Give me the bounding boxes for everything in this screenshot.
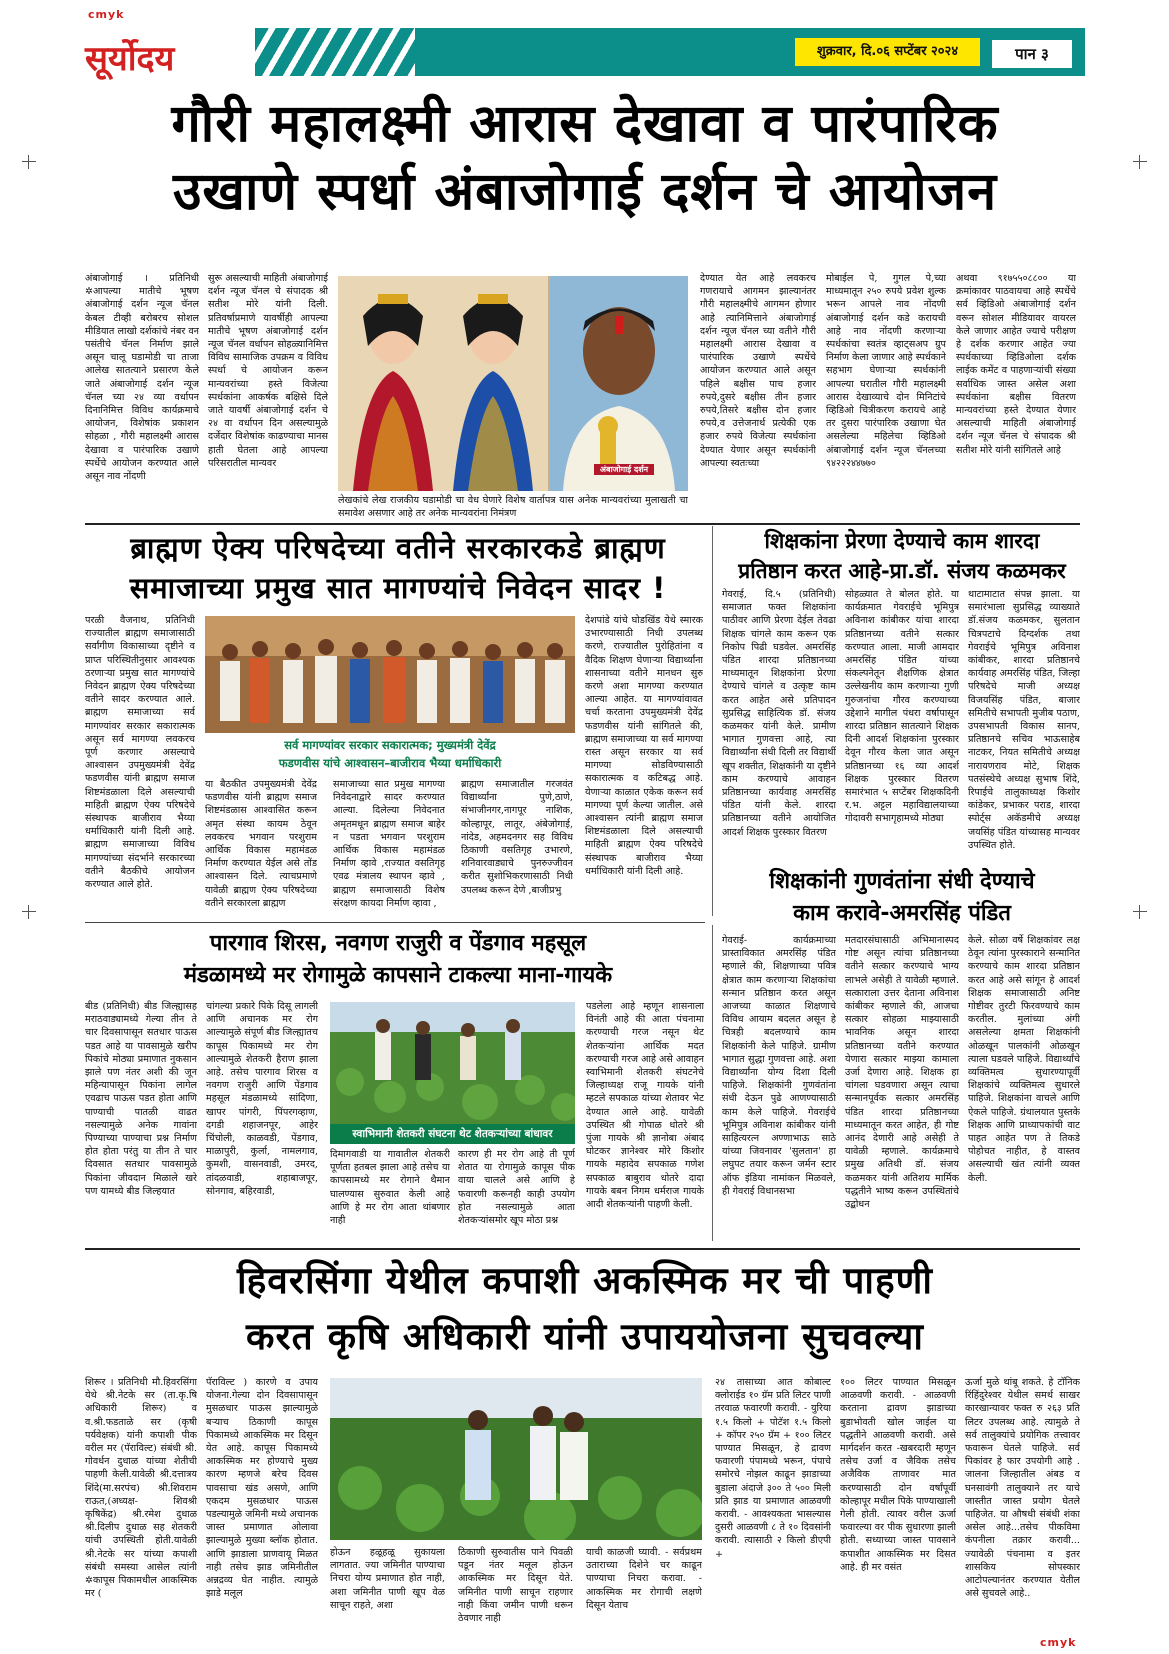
article5-column: चांगल्या प्रकारे पिके दिसू लागली आणि अचानक मर रोग आल्यामुळे संपूर्ण बीड जिल्ह्यातच कापूस पिकामध्ये मर रोग आल्यामुळे शेतकरी हैराण झाला आहे. तसेच पारगाव शिरस व नवगण राजुरी आणि पेंडगाव महसूल मंडळामध्ये सांदिणा, खापर पांगरी, पिंपरगव्हाण, दगडी शहाजनपूर, आहेर चिंचोली, काळवडी, पेंडगाव, माळापुरी, कुर्ला, नामलगाव, कुमशी, वासनवाडी, उमरद, तांदळवाडी, शहाबाजपूर, सोनगाव, बहिरवाडी, [206, 1001, 318, 1197]
article6-column: १०० लिटर पाण्यात मिसळून आळवणी करावी. - आळवणी करताना द्रावण झाडाच्या बुडाभोवती खोल जाईल या पद्धतीने आळवणी करावी. असे मार्गदर्शन करत -खबरदारी म्हणून तसेच उर्जा व जैविक तसेच अजैविक ताणावर मात करण्यासाठी दोन वर्षांपूर्वी कोल्हापूर मधील पिके पाण्याखाली गेली होती. त्यावर वरील ऊर्जा फवारल्या वर पीक सुधारणा झाली होती. सध्याच्या जास्त पावसाने कपाशीत आकस्मिक मर दिसत आहे. ही मर वसंत [840, 1377, 956, 1573]
section-divider [85, 1248, 1080, 1250]
article6-column: शिरूर । प्रतिनिधी मौ.हिवरसिंगा येथे श्री.नेटके सर (ता.कृ.षि अधिकारी शिरूर) व व.श्री.फडताळे सर (कृषी पर्यवेक्षक) यांनी कपाशी पीक वरील मर (पॅराविल्ट) संबंधी श्री. गोवर्धन दुधाळ यांच्या शेतीची पाहणी केली.यावेळी श्री.दत्तात्रय शिंदे(मा.सरपंच) श्री.शिवराम राऊत,(अध्यक्ष- शिवश्री कृषिकेंद्र) श्री.रमेश दुधाळ श्री.दिलीप दुधाळ सह शेतकरी यांची उपस्थिती होती.यावेळी श्री.नेटके सर यांच्या कपाशी संबंधी समस्या आसेल त्यांनी ✲कापूस पिकामधील आकस्मिक मर ( [85, 1377, 197, 1600]
crop-mark [1133, 155, 1147, 169]
article1-column: अंबाजोगाई । प्रतिनिधी ✲आपल्या मातीचे भूषण अंबाजोगाई दर्शन न्यूज चॅनल केबल टीव्ही बरोबरच सोशल मीडियात लाखो दर्शकांचे नंबर वन पसंतीचे चॅनल निर्माण झाले असून चालू घडामोडी चा ताजा आलेख सातत्याने प्रसारण केले जाते अंबाजोगाई दर्शन न्यूज चॅनल च्या २४ व्या वर्धापन दिनानिमित्त विविध कार्यक्रमाचे आयोजन, विशेषांक प्रकाशन सोहळा , गौरी महालक्ष्मी आरास देखावा व पारंपारिक उखाणे स्पर्धेचे आयोजन करण्यात आले असून नाव नोंदणी [85, 273, 199, 483]
print-mark-top: cmyk [88, 8, 125, 21]
section-divider [85, 523, 1080, 525]
article5-photo-caption: स्वाभिमानी शेतकरी संघटना थेट शेतकऱ्यांच्या बांधावर [330, 1124, 575, 1144]
article6-headline-line2: करत कृषि अधिकारी यांनी उपाययोजना सुचवल्या [246, 1315, 924, 1358]
article2-column: समाजाच्या सात प्रमुख मागण्या निवेदनाद्वारे सादर करण्यात आल्या. दिलेल्या निवेदनात अमृतमधून ब्राह्मण समाज बाहेर न पडता भगवान परशुराम आर्थिक विकास महामंडळ निर्माण व्हावे ,राज्यात वसतिगृह एवढ मंत्रालय स्थापन व्हावे , ब्राह्मण समाजासाठी विशेष संरक्षण कायदा निर्माण व्हावा , [333, 779, 445, 909]
crop-mark [1133, 905, 1147, 919]
newspaper-logo: सूर्योदय [85, 39, 175, 79]
article1-under-photo-text: लेखकांचे लेख राजकीय घडामोडी चा वेध घेणारे विशेष वार्तापत्र यास अनेक मान्यवरांच्या मुलाखती चा समावेश असणार आहे तर अनेक मान्यवरांना निमंत्रण [338, 495, 688, 520]
article2-column: ब्राह्मण समाजातील गरजवंत विद्यार्थ्यांना पुणे,ठाणे, संभाजीनगर,नागपूर नाशिक, कोल्हापूर, लातूर, अंबेजोगाई, नांदेड, अहमदनगर सह विविध ठिकाणी वसतिगृह उभारणे, शनिवारवाड्याचे पुनरुज्जीवन करीत सुशोभिकरणासाठी निधी उपलब्ध करून देणे ,बाजीप्रभु [461, 779, 573, 896]
article4-column: केले. सोळा वर्षे शिक्षकांवर लक्ष ठेवून त्यांना पुरस्काराने सन्मानित करण्याचे काम शारदा प्रतिष्ठान करत आहे असे सांगून हे आदर्श शिक्षक समाजासाठी अनिष्ट गोष्टीवर तुरटी फिरवण्याचे काम करतील. मुलांच्या अंगी असलेल्या क्षमता शिक्षकांनी ओळखून पालकांनी ओळखून त्याला घडवले पाहिजे. विद्यार्थ्यांचे व्यक्तिमत्व सुधारण्यापूर्वी शिक्षकांचे व्यक्तिमत्व सुधारले पाहिजे. शिक्षकांना वाचले आणि ऐकले पाहिजे. ग्रंथालयात पुस्तके शिक्षक आणि प्राध्यापकांची वाट पाहत आहेत पण ते तिकडे पोहोचत नाहीत, हे वास्तव असल्याची खंत त्यांनी व्यक्त केली. [968, 935, 1080, 1184]
column-rule [712, 925, 713, 1241]
article4-headline-line2: काम करावे-अमरसिंह पंडित [793, 901, 1011, 926]
article6-column: २४ तासाच्या आत कोबाल्ट क्लोराईड १० ग्रॅम प्रति लिटर पाणी तरवाळ फवारणी करावी. - युरिया १.५ किलो + पोटॅश १.५ किलो + कॉपर २५० ग्रॅम + १०० लिटर पाण्यात मिसळून, हे द्रावण फवारणी पंपामध्ये भरून, पंपाचे समोरचे नोझल काढून झाडाच्या बुडाला अंदाजे ३०० ते ५०० मिली प्रति झाड या प्रमाणात आळवणी करावी. - आवश्यकता भासल्यास दुसरी आळवणी ८ ते १० दिवसांनी करावी. त्यासाठी २ किलो डीएपी + [715, 1377, 831, 1560]
article3-headline-line2: प्रतिष्ठान करत आहे-प्रा.डॉ. संजय कळमकर [738, 559, 1066, 583]
page-number: पान ३ [990, 38, 1074, 70]
article2-headline-line2: समाजाच्या प्रमुख सात मागण्यांचे निवेदन सादर ! [129, 571, 667, 605]
article2-column: या बैठकीत उपमुख्यमंत्री देवेंद्र फडणवीस यांनी ब्राह्मण समाज शिष्टमंडळास आश्वासित करून अमृत संस्था कायम ठेवून लवकरच भगवान परशुराम आर्थिक विकास महामंडळ निर्माण करण्यात येईल असे तोंड आश्वासन दिले. त्याचप्रमाणे यावेळी ब्राह्मण ऐक्य परिषदेच्या वतीने सरकारला ब्राह्मण [205, 779, 317, 909]
article6-column: याची काळजी घ्यावी. - सर्वप्रथम उताराच्या दिशेने चर काढून पाण्याचा निचरा करावा. - आकस्मिक मर रोगाची लक्षणे दिसून येताच [586, 1547, 702, 1611]
article6-column: ऊर्जा मुळे थांबू शकते. हे टॉनिक रिंहिंदुरेश्वर येथील समर्थ साखर कारखान्यावर फक्त रु २६३ प्रति लिटर उपलब्ध आहे. त्यामुळे ते सर्व तालुक्यांचे प्रयोगिक तत्त्वावर फवारून घेतले पाहिजे. सर्व पिकांवर हे फार उपयोगी आहे . जालना जिल्हातील अंबड व घनसावंगी तालुक्याने तर याचे जास्तीत जास्त प्रयोग घेतले पाहिजेत. या औषधी संबंधी शंका असेल आहे...तसेच पीकविमा कंपनीला तक्रार करावी... ज्यावेळी पंचनामा व इतर शासकिय सोपस्कार आटोपल्यानंतर करण्यात येतील असे सुचवले आहे.. [965, 1377, 1080, 1600]
goddess-idols-photo [338, 276, 688, 491]
article3-column: गेवराई, दि.५ (प्रतिनिधी) समाजात फक्त शिक्षकांना पाठीवर आणि प्रेरणा देईल तेवढा शिक्षक चांगले काम करून एक निकोप पिढी घडवेल. अमरसिंह पंडित शारदा प्रतिष्ठानच्या माध्यमातून शिक्षकांना प्रेरणा देण्याचे चांगले व उत्कृष्ट काम करत आहेत असे प्रतिपादन सुप्रसिद्ध साहित्यिक डॉ. संजय कळमकर यांनी केले. प्रामीण भागात गुणवत्ता आहे, त्या विद्यार्थ्यांना संधी दिली तर विद्यार्थी खूप शक्तीत, शिक्षकांनी या दृष्टीने काम करण्याचे आवाहन प्रतिष्ठानच्या कार्यवाह अमरसिंह पंडित यांनी केले. शारदा प्रतिष्ठानच्या वतीने आयोजित आदर्श शिक्षक पुरस्कार वितरण [722, 589, 836, 838]
article4-column: गेवराई- कार्यक्रमाच्या प्रास्ताविकात अमरसिंह पंडित म्हणाले की, शिक्षणाच्या पवित्र क्षेत्रात काम करणाऱ्या शिक्षकांचा सन्मान प्रतिष्ठान करत असून आजच्या काळात शिक्षणाचे विविध आयाम बदलत असून हे चित्रही बदलण्याचे काम शिक्षकांनी केले पाहिजे. ग्रामीण भागात सुद्धा गुणवत्ता आहे. अशा विद्यार्थ्यांना योग्य दिशा दिली पाहिजे. शिक्षकांनी गुणवंतांना संधी देऊन पुढे आणण्यासाठी काम केले पाहिजे. गेवराईचे भूमिपुत्र अविनाश कांबीकर यांनी साहित्यरत्न अण्णाभाऊ साठे यांच्या जिवनावर 'सुलतान' हा लघुपट तयार करून जर्मन स्टार ऑफ इंडिया नामांकन मिळवले, ही गेवराई विधानसभा [722, 935, 836, 1197]
channel-mic-badge: अंबाजोगाई दर्शन [594, 464, 654, 475]
article1-headline-line1: गौरी महालक्ष्मी आरास देखावा व पारंपारिक [171, 94, 999, 154]
article3-column: सोहळ्यात ते बोलत होते. या कार्यक्रमात गेवराईचे भूमिपुत्र अविनाश कांबीकर यांचा शारदा प्रतिष्ठानच्या वतीने सत्कार करण्यात आला. माजी आमदार अमरसिंह पंडित यांच्या संकल्पनेतून शैक्षणिक क्षेत्रात उल्लेखनीय काम करणाऱ्या गुणी गुरुजनांचा गौरव करण्याच्या उद्देशाने मागील पंधरा वर्षापासून शारदा प्रतिष्ठान सातत्याने शिक्षक दिनी आदर्श शिक्षकांना पुरस्कार देवून गौरव केला जात असून प्रतिष्ठानच्या १६ व्या आदर्श शिक्षक पुरस्कार वितरण समारंभात ५ सप्टेंबर शिक्षकदिनी र.भ. अट्टल महाविद्यालयाच्या गोदावरी सभागृहामध्ये मोठ्या [845, 589, 959, 825]
article5-headline-line2: मंडळामध्ये मर रोगामुळे कापसाने टाकल्या माना-गायके [183, 963, 613, 988]
article5-column: दिमागवाडी या गावातील शेतकरी पूर्णता हतबल झाला आहे तसेच या कापसामध्ये मर रोगाने थैमान घालण्यास सुरुवात केली आहे आणि हे मर रोग आता थांबणार नाही [330, 1149, 450, 1227]
section-divider [85, 922, 705, 923]
article5-column: बीड (प्रतिनिधी) बीड जिल्ह्यासह मराठवाड्यामध्ये गेल्या तीन ते चार दिवसापासून सतधार पाऊस पडत आहे या पावसामुळे खरीप पिकांचे मोठ्या प्रमाणात नुकसान झाले पण नंतर अशी की जून महिन्यापासून पिकांना लागेल एवढाच पाऊस पडत होता आणि पाण्याची पातळी वाढत नसल्यामुळे अनेक गावांना पिण्याच्या पाण्याचा प्रश्न निर्माण होत होता परंतु या तीन ते चार दिवसात सतधार पावसामुळे पिकांना जीवदान मिळाले खरे पण यामध्ये बीड जिल्हयात [85, 1001, 197, 1197]
article1-column: मोबाईल पे, गुगल पे,च्या माध्यमातून २५० रुपये प्रवेश शुल्क भरून आपले नाव नोंदणी अंबाजोगाई दर्शन कडे करायची आहे नाव नोंदणी करणाऱ्या स्पर्धकांचा स्वतंत्र व्हाट्सअप ग्रुप निर्माण केला जाणार आहे स्पर्धकाने सहभाग घेणाऱ्या स्पर्धकांनी आपल्या घरातील गौरी महालक्ष्मी आरास देखाव्याचे दोन मिनिटांचे व्हिडिओ चित्रीकरण करायचे आहे तर दुसरा पारंपारिक उखाणा घेत असलेल्या महिलेचा व्हिडिओ अंबाजोगाई दर्शन न्यूज चॅनलच्या ९४२२२४४७७० [826, 273, 946, 469]
article3-column: थाटामाटात संपन्न झाला. या समारंभाला सुप्रसिद्ध व्याख्याते डॉ.संजय कळमकर, सुलतान चित्रपटाचे दिग्दर्शक तथा गेवराईचे भूमिपुत्र अविनाश कांबीकर, शारदा प्रतिष्ठानचे कार्यवाह अमरसिंह पंडित, जिल्हा परिषदेचे माजी अध्यक्ष विजयसिंह पंडित, बाजार समितीचे सभापती मुजीब पठाण, उपसभापती विकास सानप, प्रतिष्ठानचे सचिव भाऊसाहेब नाटकर, नियत समितीचे अध्यक्ष नारायणराव मोटे, शिक्षक पतसंस्थेचे अध्यक्ष सुभाष शिंदे, रिपाईचे तालुकाध्यक्ष किशोर कांडेकर, प्रभाकर पराड, शारदा स्पोर्ट्स अकॅडमीचे अध्यक्ष जयसिंह पंडित यांच्यासह मान्यवर उपस्थित होते. [968, 589, 1080, 851]
article2-headline-line1: ब्राह्मण ऐक्य परिषदेच्या वतीने सरकारकडे ब्राह्मण [130, 531, 666, 565]
cotton-crop-officials-photo [330, 1378, 702, 1540]
article6-headline-line1: हिवरसिंगा येथील कपाशी अकस्मिक मर ची पाहणी [237, 1259, 933, 1302]
crop-mark [22, 155, 36, 169]
article6-column: पॅराविल्ट ) कारणे व उपाय योजना.गेल्या दोन दिवसापासून मुसळधार पाऊस झाल्यामुळे बऱ्याच ठिकाणी कापूस पिकामध्ये आकस्मिक मर दिसून येत आहे. कापूस पिकामध्ये आकस्मिक मर होण्याचे मुख्य कारण म्हणजे बरेच दिवस पावसाचा खंड असणे, आणि एकदम मुसळधार पाऊस पडल्यामुळे जमिनी मध्ये अचानक जास्त प्रमाणात ओलावा झाल्यामुळे मुख्या ब्लॉक होतात. आणि झाडाला प्राणवायू मिळत नाही तसेच झाड जमिनीतील अन्नद्रव्य घेत नाहीत. त्यामुळे झाडे मलूल [206, 1377, 318, 1600]
article5-column: पडलेला आहे म्हणून शासनाला विनंती आहे की आता पंचनामा करण्याची गरज नसून थेट शेतकऱ्यांना आर्थिक मदत करण्याची गरज आहे असे आवाहन स्वाभिमानी शेतकरी संघटनेचे जिल्हाध्यक्ष राजू गायके यांनी म्हटले सपकाळ यांच्या शेतावर भेट देण्यात आले आहे. यावेळी उपस्थित श्री गोपाळ धोतरे श्री पुंजा गायके श्री ज्ञानोबा अंबाद घोटकर ज्ञानेश्वर मोरे किशोर गायके महादेव सपकाळ गणेश सपकाळ बाबुराव धोतरे दादा गायके बबन निगम धर्मराज गायके आदी शेतकऱ्यांनी पाहणी केली. [586, 1001, 704, 1211]
print-mark-bottom: cmyk [1040, 1636, 1077, 1649]
article5-headline-line1: पारगाव शिरस, नवगण राजुरी व पेंडगाव महसूल [209, 931, 587, 956]
crop-mark [22, 905, 36, 919]
article2-photo-caption-line2: फडणवीस यांचे आश्वासन–बाजीराव भैय्या धर्माधिकारी [278, 756, 502, 770]
column-rule [712, 526, 713, 916]
article5-column: कारण ही मर रोग आहे ती पूर्ण शेतात या रोगामुळे कापूस पीक वाया चालले असे आणि हे फवारणी करूनही काही उपयोग होत नसल्यामुळे आता शेतकऱ्यांसमोर खूप मोठा प्रश्न [458, 1149, 575, 1227]
article4-headline-line1: शिक्षकांनी गुणवंतांना संधी देण्याचे [769, 869, 1035, 894]
delegation-meeting-photo [205, 616, 575, 733]
issue-date: शुक्रवार, दि.०६ सप्टेंबर २०२४ [795, 38, 980, 66]
article1-column: देण्यात येत आहे लवकरच गणरायाचे आगमन झाल्यानंतर गौरी महालक्ष्मीचे आगमन होणार आहे त्यानिमित्ताने अंबाजोगाई दर्शन न्यूज चॅनल च्या वतीने गौरी महालक्ष्मी आरास देखावा व पारंपारिक उखाणे स्पर्धेचे आयोजन करण्यात आले असून पहिले बक्षीस पाच हजार रुपये,दुसरे बक्षीस तीन हजार रुपये,तिसरे बक्षीस दोन हजार रुपये,व उत्तेजनार्थ प्रत्येकी एक हजार रुपये विजेत्या स्पर्धकांना देण्यात येणार असून स्पर्धकांनी आपल्या स्वतःच्या [700, 273, 816, 469]
article2-column: परळी वैजनाथ, प्रतिनिधी राज्यातील ब्राह्मण समाजासाठी सर्वांगीण विकासाच्या दृष्टीने व प्राप्त परिस्थितीनुसार आवश्यक ठरणाऱ्या प्रमुख सात मागण्यांचे निवेदन ब्राह्मण ऐक्य परिषदेच्या वतीने सादर करण्यात आले. ब्राह्मण समाजाच्या सर्व मागण्यांवर सरकार सकारात्मक असून सर्व मागण्या लवकरच पूर्ण करणार असल्याचे आश्वासन उपमुख्यमंत्री देवेंद्र फडणवीस यांनी ब्राह्मण समाज शिष्टमंडळाला दिले असल्याची माहिती ब्राह्मण ऐक्य परिषदेचे संस्थापक बाजीराव भैय्या धर्माधिकारी यांनी दिली आहे. ब्राह्मण समाजाच्या विविध मागण्यांच्या संदर्भाने सरकारच्या वतीने बैठकीचे आयोजन करण्यात आले होते. [85, 615, 195, 891]
article6-column: होऊन हळूहळू सुकायला लागतात. ज्या जमिनीत पाण्याचा निचरा योग्य प्रमाणात होत नाही, अशा जमिनीत पाणी खूप वेळ साचून राहते, अशा [330, 1547, 445, 1611]
article3-headline-line1: शिक्षकांना प्रेरणा देण्याचे काम शारदा [764, 529, 1040, 553]
article1-column: सुरू असल्याची माहिती अंबाजोगाई दर्शन न्यूज चॅनल चे संपादक श्री सतीश मोरे यांनी दिली. प्रतिवर्षाप्रमाणे यावर्षीही आपल्या मातीचे भूषण अंबाजोगाई दर्शन न्यूज चॅनल वर्धापन सोहळ्यानिमित्त विविध सामाजिक उपक्रम व विविध स्पर्धा चे आयोजन करून मान्यवरांच्या हस्ते विजेत्या स्पर्धकांना आकर्षक बक्षिसे दिले जाते यावर्षी अंबाजोगाई दर्शन चे २४ वा वर्धापन दिन असल्यामुळे दर्जेदार विशेषांक काढण्याचा मानस हाती घेतला आहे आपल्या परिसरातील मान्यवर [208, 273, 328, 469]
cotton-field-inspection-photo [330, 1002, 575, 1124]
article4-column: मतदारसंघासाठी अभिमानास्पद गोष्ट असून त्यांचा प्रतिष्ठानच्या वतीने सत्कार करण्याचे भाग्य लाभले असेही ते यावेळी म्हणाले. सत्काराला उत्तर देताना अविनाश कांबीकर म्हणाले की, आजचा सत्कार सोहळा माझ्यासाठी भावनिक असून शारदा प्रतिष्ठानच्या वतीने करण्यात येणारा सत्कार माझ्या कामाला उर्जा देणारा आहे. शिक्षक हा चांगला घडवणारा असून त्याचा सन्मानपूर्वक सत्कार अमरसिंह पंडित शारदा प्रतिष्ठानच्या माध्यमातून करत आहेत, ही गोष्ट आनंद देणारी आहे असेही ते यावेळी म्हणाले. कार्यक्रमाचे प्रमुख अतिथी डॉ. संजय कळमकर यांनी अतिशय मार्मिक पद्धतीने भाष्य करून उपस्थितांचे उद्बोधन [845, 935, 959, 1211]
masthead-stripes [255, 28, 415, 76]
article1-headline-line2: उखाणे स्पर्धा अंबाजोगाई दर्शन चे आयोजन [172, 162, 998, 222]
article1-column: अथवा ९१७५५०८८०० या क्रमांकावर पाठवायचा आहे स्पर्धेचे सर्व व्हिडिओ अंबाजोगाई दर्शन वरून सोशल मीडियावर वायरल केले जाणार आहेत ज्याचे परीक्षण हे दर्शक करणार आहेत ज्या स्पर्धकाच्या व्हिडिओला दर्शक लाईक कमेंट व पाहणाऱ्यांची संख्या सर्वाधिक जास्त असेल अशा स्पर्धकांना बक्षीस वितरण मान्यवरांच्या हस्ते देण्यात येणार असल्याची माहिती अंबाजोगाई दर्शन न्यूज चॅनल चे संपादक श्री सतीश मोरे यांनी सांगितले आहे [956, 273, 1076, 456]
article6-column: ठिकाणी सुरुवातीस पाने पिवळी पडून नंतर मलूल होऊन आकस्मिक मर दिसून येते. जमिनीत पाणी साचून राहणार नाही किंवा जमीन पाणी धरून ठेवणार नाही [458, 1547, 573, 1625]
masthead [85, 28, 1085, 82]
article2-photo-caption-line1: सर्व मागण्यांवर सरकार सकारात्मक; मुख्यमंत्री देवेंद्र [284, 738, 496, 752]
article2-column: देशपांडे यांचे घोडखिंड येथे स्मारक उभारण्यासाठी निधी उपलब्ध करणे, राज्यातील पुरोहितांना व वैदिक शिक्षण घेणाऱ्या विद्यार्थ्यांना शासनाच्या वतीने मानधन सुरु करणे अशा मागण्या करण्यात आल्या आहेत. या मागण्यांवावत चर्चा करताना उपमुख्यमंत्री देवेंद्र फडणवीस यांनी सांगितले की, ब्राह्मण समाजाच्या या सर्व मागण्या रास्त असून सरकार या सर्व मागण्या सोडविण्यासाठी सकारात्मक व कटिबद्ध आहे. येणाऱ्या काळात एकेक करून सर्व मागण्या पूर्ण केल्या जातील. असे आश्वासन त्यांनी ब्राह्मण समाज शिष्टमंडळाला दिले असल्याची माहिती ब्राह्मण ऐक्य परिषदेचे संस्थापक बाजीराव भैय्या धर्माधिकारी यांनी दिली आहे. [585, 615, 703, 877]
